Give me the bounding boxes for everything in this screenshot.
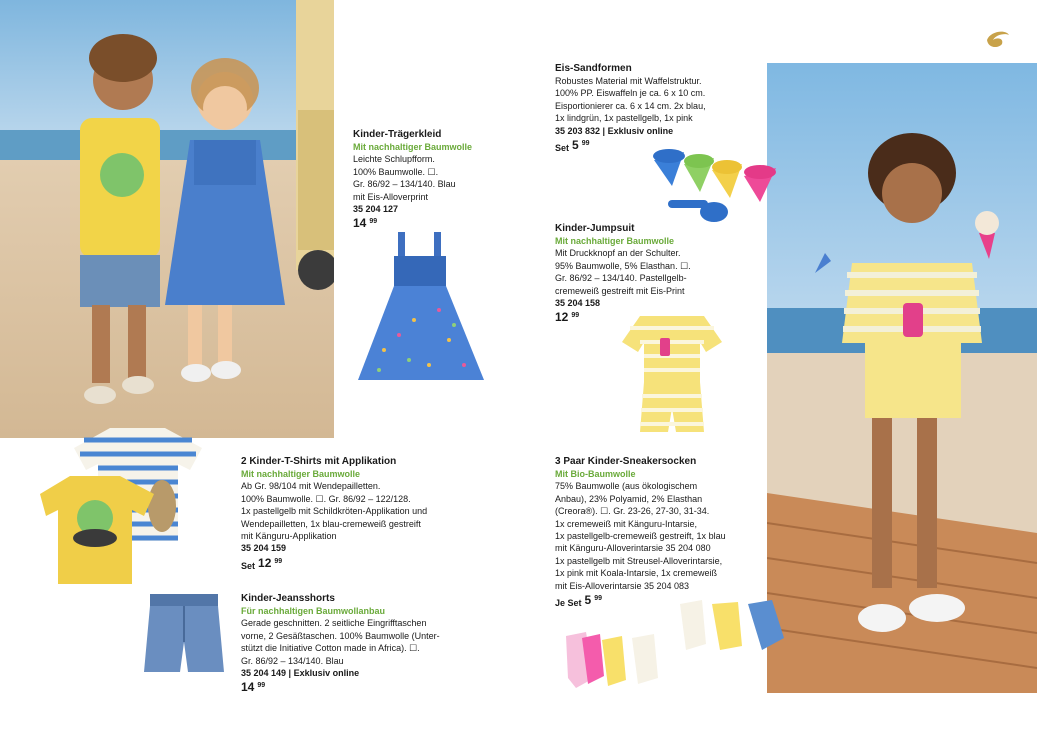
product-desc-line: Gr. 86/92 – 134/140. Pastellgelb- [555,273,687,284]
product-desc-line: cremeweiß gestreift mit Eis-Print [555,285,685,296]
product-title: Kinder-Jumpsuit [555,223,635,234]
product-desc-line: Leichte Schlupfform. [353,154,435,165]
article-number: 35 204 159 [241,543,287,554]
price-main: 5 [572,138,579,153]
denim-shorts-image [142,592,226,676]
product-desc-line: Gr. 86/92 – 134/140. Blau [241,655,344,666]
product-desc-line: 100% PP. Eiswaffeln je ca. 6 x 10 cm. [555,88,706,99]
article-number: 35 204 149 | Exklusiv online [241,668,360,679]
blue-dress-image [354,230,488,385]
product-title: Eis-Sandformen [555,63,632,74]
price [555,311,755,323]
product-desc-line: Robustes Material mit Waffelstruktur. [555,76,702,86]
price [353,217,493,229]
product-desc-line: Ab Gr. 98/104 mit Wendepailletten. [241,481,381,492]
product-desc-line: Gr. 86/92 – 134/140. Blau [353,179,456,190]
price-cents: 99 [257,682,266,690]
product-jumpsuit [555,222,755,324]
product-desc-line: 1x lindgrün, 1x pastellgelb, 1x pink [555,113,693,124]
price-cents: 99 [571,312,580,320]
yellow-jumpsuit-image [620,312,724,437]
product-desc-line: stützt die Initiative Cotton made in Africa). ☐. [241,643,420,654]
product-desc-line: 1x pastellgelb mit Schildkröten-Applikation und [241,506,428,517]
product-sandformen [555,62,755,154]
price-main: 12 [258,555,272,570]
product-desc-line: Gerade geschnitten. 2 seitliche Eingrifftaschen [241,618,427,629]
price [555,139,755,154]
product-desc-line: Eisportionierer ca. 6 x 14 cm. 2x blau, [555,100,706,111]
price [555,594,765,609]
product-subtitle: Mit nachhaltiger Baumwolle [353,142,473,152]
price [241,681,461,693]
product-desc-line: 100% Baumwolle. ☐. [353,166,439,177]
product-desc-line: Wendepailletten, 1x blau-cremeweiß gestreift [241,518,421,529]
product-desc-line: 75% Baumwolle (aus ökologischem [555,481,698,492]
price-cents: 99 [369,218,378,226]
product-tshirts [241,455,461,572]
product-desc-line: 1x pink mit Koala-Intarsie, 1x cremeweiß [555,568,718,579]
product-desc-line: 1x cremeweiß mit Känguru-Intarsie, [555,518,698,529]
price-cents: 99 [274,557,283,565]
product-desc-line: mit Känguru-Applikation [241,531,337,542]
product-subtitle: Mit nachhaltiger Baumwolle [555,236,675,246]
price-cents: 99 [594,595,603,603]
sneaker-socks-image [562,598,792,690]
product-desc-line: mit Eis-Alloverprint [353,191,429,202]
product-desc-line: Mit Druckknopf an der Schulter. [555,248,681,259]
product-desc-line: (Creora®). ☐. Gr. 23-26, 27-30, 31-34. [555,506,710,517]
product-desc-line: 1x pastellgelb mit Streusel-Alloverintarsie, [555,555,723,566]
product-title: Kinder-Trägerkleid [353,129,442,140]
tchibo-coffee-bean-logo-icon [984,28,1012,50]
product-subtitle: Mit Bio-Baumwolle [555,469,636,479]
product-title: 2 Kinder-T-Shirts mit Applikation [241,456,397,467]
article-number: 35 203 832 | Exklusiv online [555,125,674,136]
price-main: 14 [353,216,367,231]
product-traegerkleid [353,128,493,230]
product-desc-line: mit Eis-Alloverintarsie 35 204 083 [555,580,690,591]
product-desc-line: 1x pastellgelb-cremeweiß gestreift, 1x blau [555,531,726,542]
two-tshirts-image [40,426,208,586]
price-prefix: Set [241,560,256,571]
article-number: 35 204 158 [555,298,601,309]
product-subtitle: Für nachhaltigen Baumwollanbau [241,606,386,616]
product-jeansshorts [241,592,461,694]
product-desc-line: Anbau), 23% Polyamid, 2% Elasthan [555,493,703,504]
product-desc-line: vorne, 2 Gesäßtaschen. 100% Baumwolle (Unter- [241,630,440,641]
article-number: 35 204 127 [353,204,399,215]
price [241,557,461,572]
product-desc-line: 95% Baumwolle, 5% Elasthan. ☐. [555,260,691,271]
product-desc-line: 100% Baumwolle. ☐. Gr. 86/92 – 122/128. [241,493,411,504]
product-title: Kinder-Jeansshorts [241,593,335,604]
price-prefix: Set [555,143,570,154]
product-subtitle: Mit nachhaltiger Baumwolle [241,469,361,479]
beach-kids-photo [0,0,334,438]
price-prefix: Je Set [555,598,582,609]
price-main: 12 [555,310,569,325]
price-main: 14 [241,680,255,695]
product-title: 3 Paar Kinder-Sneakersocken [555,456,697,467]
product-desc-line: mit Känguru-Alloverintarsie 35 204 080 [555,543,711,554]
price-cents: 99 [581,140,590,148]
price-main: 5 [584,593,592,608]
girl-with-ice-cream-photo [767,63,1037,693]
product-socken [555,455,765,609]
